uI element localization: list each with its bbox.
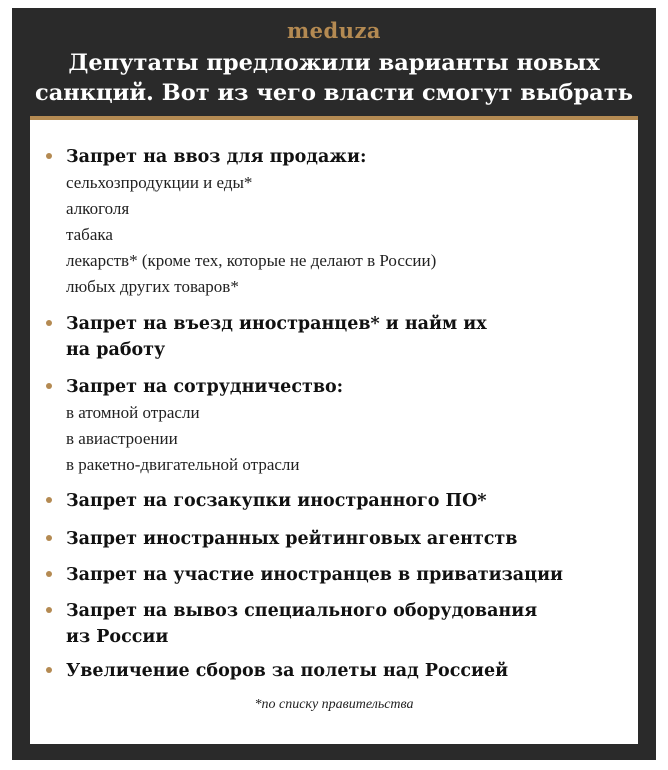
item-subline: сельхозпродукции и еды* bbox=[66, 173, 253, 192]
item-heading: Запрет на ввоз для продажи: bbox=[66, 147, 367, 167]
item-subline: в авиастроении bbox=[66, 429, 178, 448]
item-heading-continued: из России bbox=[66, 627, 169, 647]
item-heading: Увеличение сборов за полеты над Россией bbox=[66, 661, 509, 681]
item-heading: Запрет иностранных рейтинговых агентств bbox=[66, 529, 518, 549]
title-line-1: Депутаты предложили варианты новых bbox=[68, 50, 600, 76]
item-heading: Запрет на въезд иностранцев* и найм их bbox=[66, 314, 487, 334]
item-heading: Запрет на вывоз специального оборудования bbox=[66, 601, 538, 621]
item-subline: в атомной отрасли bbox=[66, 403, 200, 422]
item-heading: Запрет на госзакупки иностранного ПО* bbox=[66, 491, 487, 511]
bullet-icon bbox=[46, 571, 52, 577]
bullet-icon bbox=[46, 320, 52, 326]
list-item bbox=[66, 488, 586, 514]
bullet-icon bbox=[46, 383, 52, 389]
list-item bbox=[66, 374, 586, 478]
list-item bbox=[66, 562, 586, 588]
item-subline: в ракетно-двигательной отрасли bbox=[66, 455, 300, 474]
item-subline: алкоголя bbox=[66, 199, 130, 218]
bullet-icon bbox=[46, 667, 52, 673]
item-subline: лекарств* (кроме тех, которые не делают в России) bbox=[66, 251, 437, 270]
bullet-icon bbox=[46, 535, 52, 541]
bullet-icon bbox=[46, 607, 52, 613]
list-item bbox=[66, 144, 586, 300]
item-heading-continued: на работу bbox=[66, 340, 166, 360]
list-item bbox=[66, 526, 586, 552]
bullet-icon bbox=[46, 153, 52, 159]
item-heading: Запрет на сотрудничество: bbox=[66, 377, 344, 397]
item-heading: Запрет на участие иностранцев в приватизации bbox=[66, 565, 564, 585]
list-item bbox=[66, 311, 586, 363]
item-subline: любых других товаров* bbox=[66, 277, 239, 296]
title-line-2: санкций. Вот из чего власти смогут выбрать bbox=[35, 80, 633, 106]
item-subline: табака bbox=[66, 225, 113, 244]
footnote: *по списку правительства bbox=[254, 697, 414, 712]
list-item bbox=[66, 658, 586, 684]
list-item bbox=[66, 598, 586, 650]
bullet-icon bbox=[46, 497, 52, 503]
meduza-logo: meduza bbox=[286, 18, 382, 43]
